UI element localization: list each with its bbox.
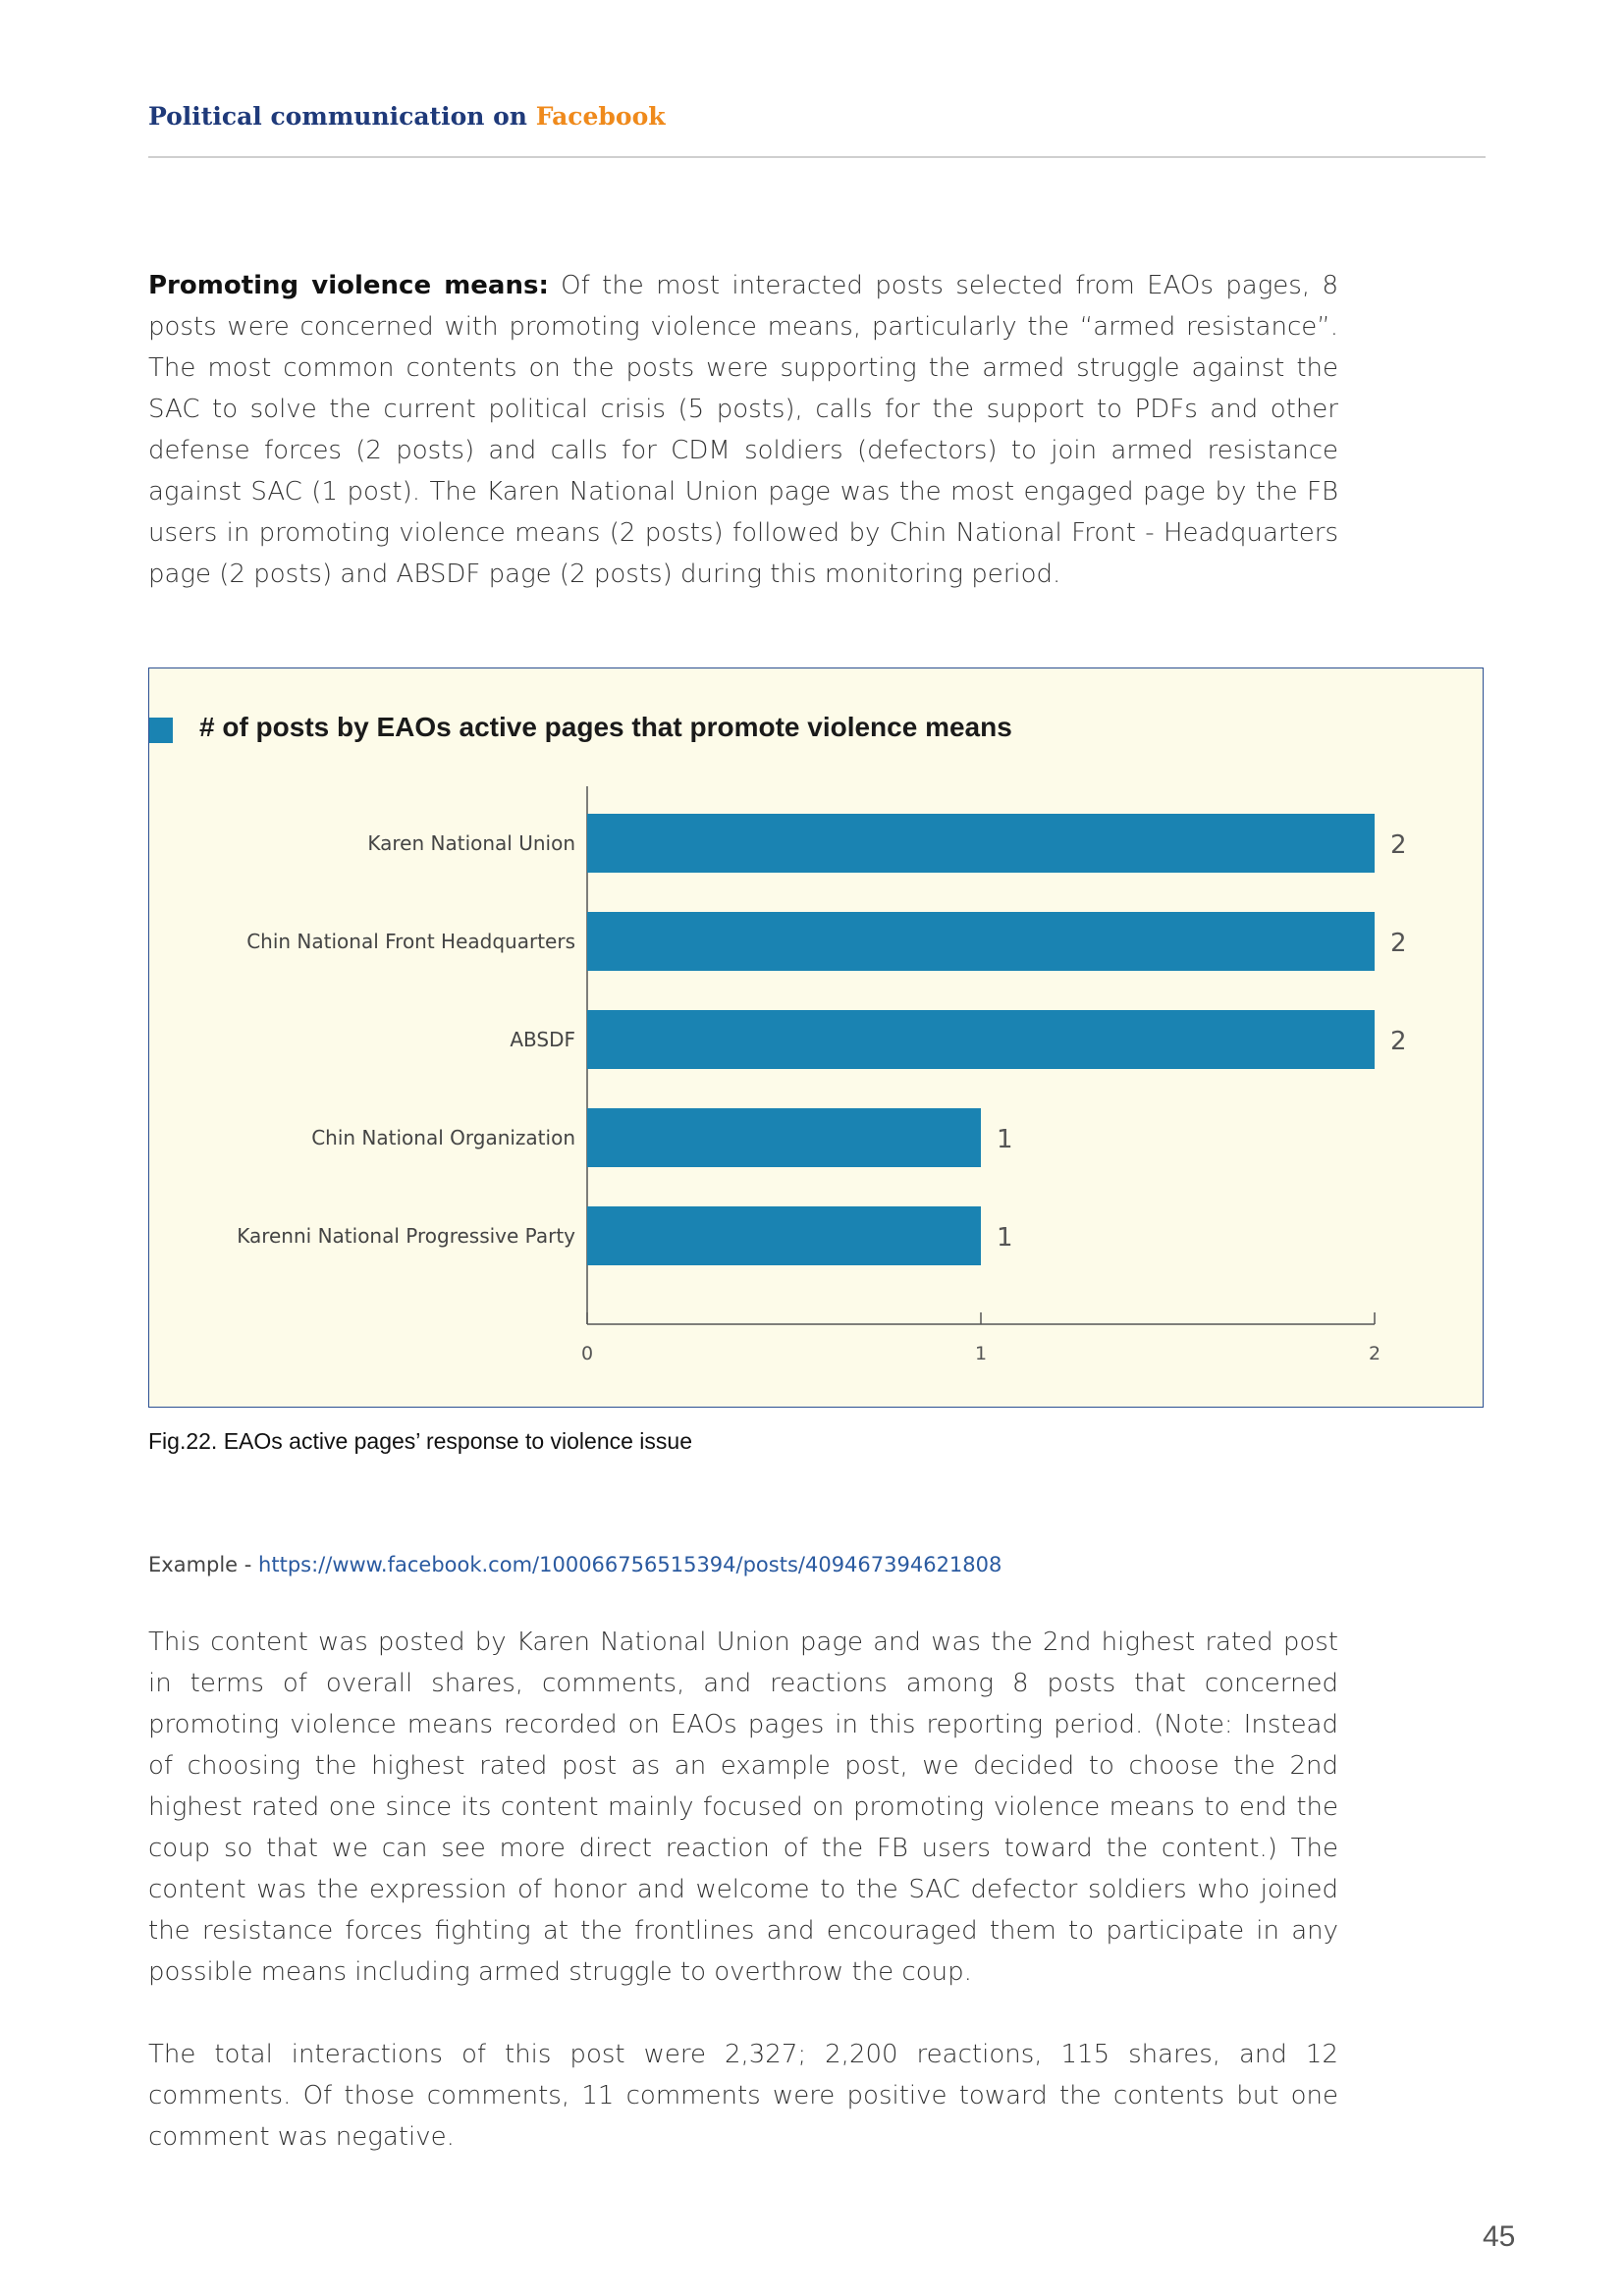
data-label: 2 [1390,830,1407,860]
figure-caption: Fig.22. EAOs active pages’ response to violence issue [148,1428,692,1454]
data-label: 1 [997,1223,1013,1253]
chart-panel [148,667,1484,1408]
header-prefix: Political communication on [148,102,527,131]
bar [587,912,1375,971]
x-tick-label: 2 [1368,1343,1381,1364]
body-paragraph-1: This content was posted by Karen National Union page and was the 2nd highest rated post in terms of overall shares, comments, and reactions among 8 posts that concerned promoting violence means recorded on EAOs pages in this reporting period. (Note: Instead of choosing the highest rated post as an example post, we decided to choose the 2nd highest rated one since its content mainly focused on promoting violence means to end the coup so that we can see more direct reaction of the FB users toward the content.) The content was the expression of honor and welcome to the SAC defector soldiers who joined the resistance forces fighting at the frontlines and encouraged them to participate in any possible means including armed struggle to overthrow the coup. [148,1628,1338,1987]
data-label: 2 [1390,1027,1407,1056]
data-label: 1 [997,1125,1013,1154]
category-label: Chin National Front Headquarters [246,930,575,953]
intro-paragraph [148,265,1338,595]
bar [587,1010,1375,1069]
running-header [148,102,666,131]
bar-chart [149,668,1485,1409]
category-label: Karenni National Progressive Party [237,1224,575,1248]
intro-lead: Promoting violence means: [148,271,549,300]
example-line [148,1553,1001,1576]
chart-title: # of posts by EAOs active pages that promote violence means [199,712,1012,742]
category-label: Chin National Organization [311,1126,575,1149]
bar [587,814,1375,873]
header-accent: Facebook [535,102,666,131]
category-label: Karen National Union [367,831,575,855]
data-label: 2 [1390,929,1407,958]
page-number: 45 [1483,2220,1516,2253]
body-paragraph-2: The total interactions of this post were 2,327; 2,200 reactions, 115 shares, and 12 comments. Of those comments, 11 comments were positive toward the contents but one comment was negative. [148,2040,1338,2152]
x-tick-label: 1 [974,1343,988,1364]
header-divider [148,156,1486,158]
example-link[interactable]: https://www.facebook.com/100066756515394/posts/409467394621808 [258,1553,1002,1576]
bar [587,1206,981,1265]
x-tick-label: 0 [580,1343,594,1364]
category-label: ABSDF [510,1028,575,1051]
bar [587,1108,981,1167]
intro-text: Of the most interacted posts selected from EAOs pages, 8 posts were concerned with promoting violence means, particularly the “armed resistance”. The most common contents on the posts were supporting the armed struggle against the SAC to solve the current political crisis (5 posts), calls for the support to PDFs and other defense forces (2 posts) and calls for CDM soldiers (defectors) to join armed resistance against SAC (1 post). The Karen National Union page was the most engaged page by the FB users in promoting violence means (2 posts) followed by Chin National Front - Headquarters page (2 posts) and ABSDF page (2 posts) during this monitoring period. [148,271,1338,589]
example-label: Example - [148,1553,259,1576]
